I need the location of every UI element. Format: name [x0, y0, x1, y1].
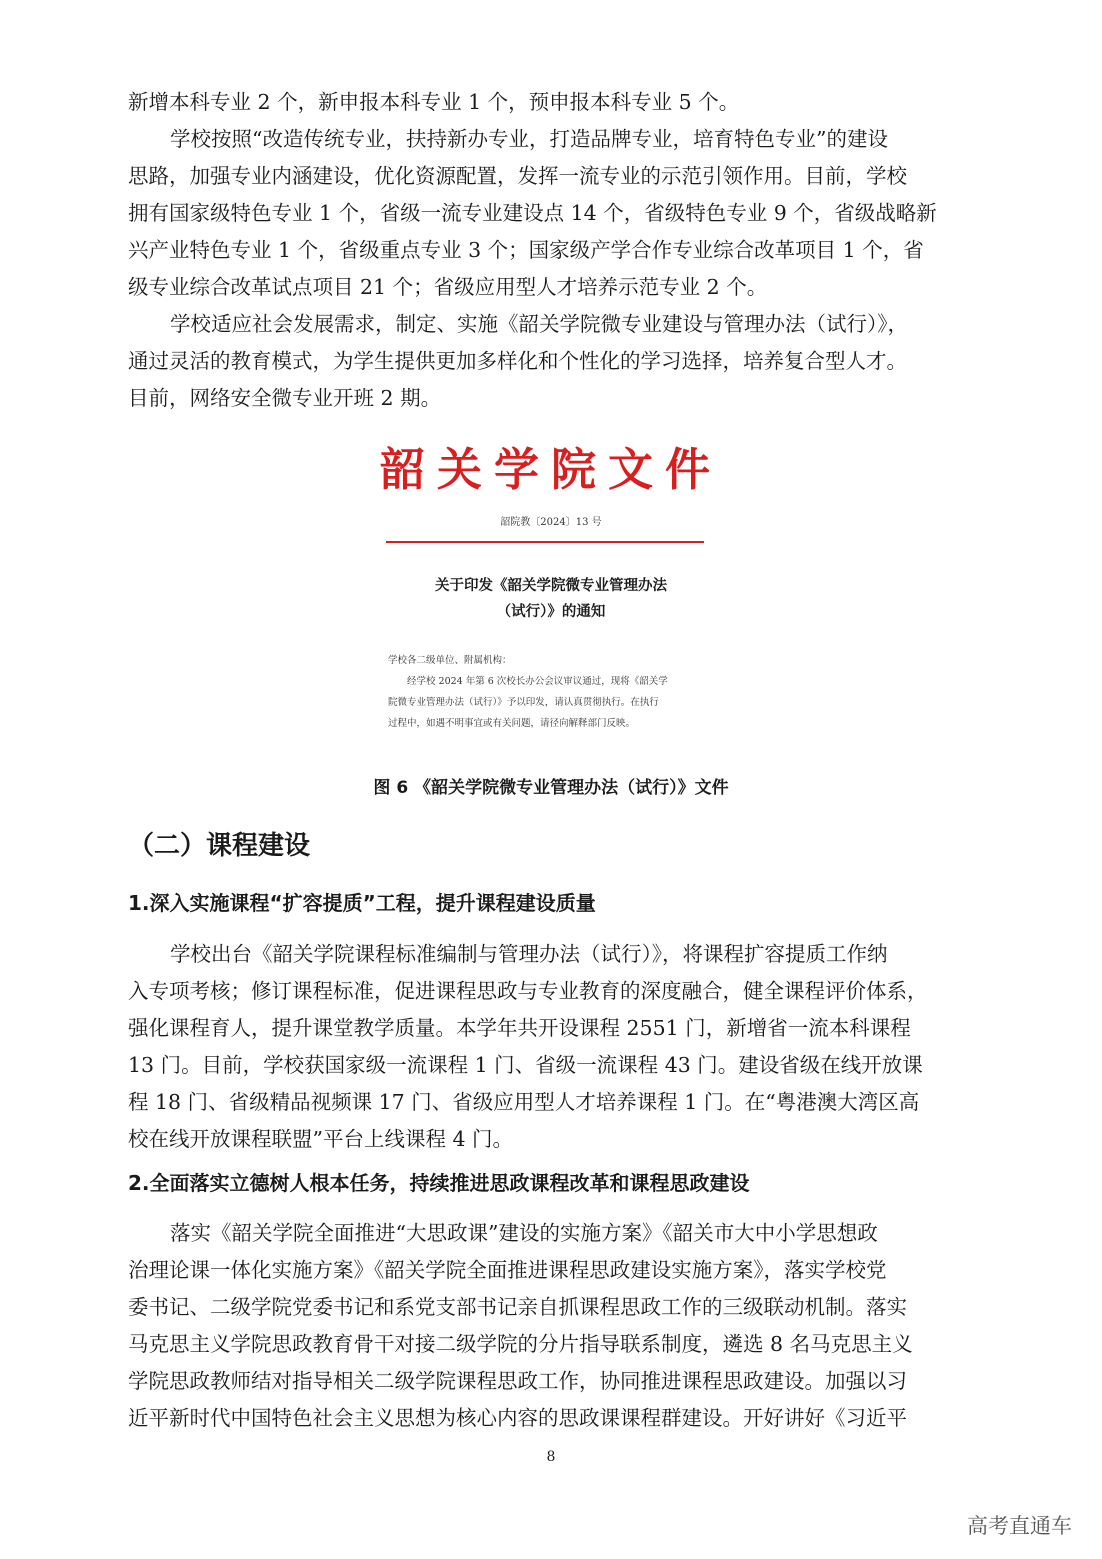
- paragraph-1: [128, 84, 974, 121]
- text-line: 学校适应社会发展需求，制定、实施《韶关学院微专业建设与管理办法（试行）》，: [170, 312, 908, 336]
- doc-red-title: 韶关学院文件: [379, 443, 722, 496]
- text-line: 通过灵活的教育模式，为学生提供更加多样化和个性化的学习选择，培养复合型人才。: [128, 349, 907, 373]
- text-line: 程 18 门、省级精品视频课 17 门、省级应用型人才培养课程 1 门。在“粤港澳大湾区高: [128, 1090, 920, 1114]
- section-heading: （二）课程建设: [128, 831, 311, 861]
- notice-body-line: 过程中，如遇不明事宜或有关问题，请径向解释部门反映。: [388, 718, 636, 729]
- text-line: 学院思政教师结对指导相关二级学院课程思政工作，协同推进课程思政建设。加强以习: [128, 1369, 907, 1393]
- notice-body-line: 院微专业管理办法（试行）》予以印发，请认真贯彻执行。在执行: [388, 697, 659, 708]
- text-line: 13 门。目前，学校获国家级一流课程 1 门、省级一流课程 43 门。建设省级在线开放课: [128, 1053, 923, 1077]
- text-line: 兴产业特色专业 1 个，省级重点专业 3 个；国家级产学合作专业综合改革项目 1 个，省: [128, 238, 924, 262]
- red-divider: [386, 541, 704, 543]
- notice-title-line: （试行）》的通知: [496, 603, 606, 620]
- text-line: 目前，网络安全微专业开班 2 期。: [128, 386, 442, 410]
- subsection-heading-2: 2.全面落实立德树人根本任务，持续推进思政课程改革和课程思政建设: [128, 1171, 750, 1195]
- notice-body-line: 经学校 2024 年第 6 次校长办公会议审议通过，现将《韶关学: [388, 676, 668, 687]
- figure-caption: 图 6 《韶关学院微专业管理办法（试行）》文件: [373, 778, 729, 798]
- text-line: 近平新时代中国特色社会主义思想为核心内容的思政课课程群建设。开好讲好《习近平: [128, 1406, 907, 1430]
- text-line: 强化课程育人，提升课堂教学质量。本学年共开设课程 2551 门，新增省一流本科课程: [128, 1016, 911, 1040]
- text-line: 学校按照“改造传统专业，扶持新办专业，打造品牌专业，培育特色专业”的建设: [170, 127, 888, 151]
- paragraph-4: [128, 936, 974, 1158]
- page-number: 8: [546, 1449, 556, 1465]
- subsection-heading-1: 1.深入实施课程“扩容提质”工程，提升课程建设质量: [128, 891, 596, 915]
- text-line: 级专业综合改革试点项目 21 个；省级应用型人才培养示范专业 2 个。: [128, 275, 768, 299]
- paragraph-5: [128, 1215, 974, 1437]
- watermark-text: 高考直通车: [967, 1514, 1072, 1538]
- notice-title: [0, 573, 1102, 625]
- text-line: 委书记、二级学院党委书记和系党支部书记亲自抓课程思政工作的三级联动机制。落实: [128, 1295, 907, 1319]
- text-line: 治理论课一体化实施方案》《韶关学院全面推进课程思政建设实施方案》，落实学校党: [128, 1258, 887, 1282]
- text-line: 入专项考核；修订课程标准，促进课程思政与专业教育的深度融合，健全课程评价体系，: [128, 979, 928, 1003]
- text-line: 落实《韶关学院全面推进“大思政课”建设的实施方案》《韶关市大中小学思想政: [170, 1221, 878, 1245]
- doc-number: 韶院教〔2024〕13 号: [500, 517, 602, 528]
- notice-body-line: 学校各二级单位、附属机构：: [388, 655, 512, 666]
- notice-body: [388, 650, 708, 734]
- text-line: 新增本科专业 2 个，新申报本科专业 1 个，预申报本科专业 5 个。: [128, 90, 740, 114]
- text-line: 马克思主义学院思政教育骨干对接二级学院的分片指导联系制度，遴选 8 名马克思主义: [128, 1332, 913, 1356]
- text-line: 校在线开放课程联盟”平台上线课程 4 门。: [128, 1127, 514, 1151]
- notice-title-line: 关于印发《韶关学院微专业管理办法: [435, 577, 667, 594]
- paragraph-2: [128, 121, 974, 306]
- paragraph-3: [128, 306, 974, 417]
- text-line: 学校出台《韶关学院课程标准编制与管理办法（试行）》，将课程扩容提质工作纳: [170, 942, 888, 966]
- text-line: 思路，加强专业内涵建设，优化资源配置，发挥一流专业的示范引领作用。目前，学校: [128, 164, 907, 188]
- text-line: 拥有国家级特色专业 1 个，省级一流专业建设点 14 个，省级特色专业 9 个，省级战略新: [128, 201, 937, 225]
